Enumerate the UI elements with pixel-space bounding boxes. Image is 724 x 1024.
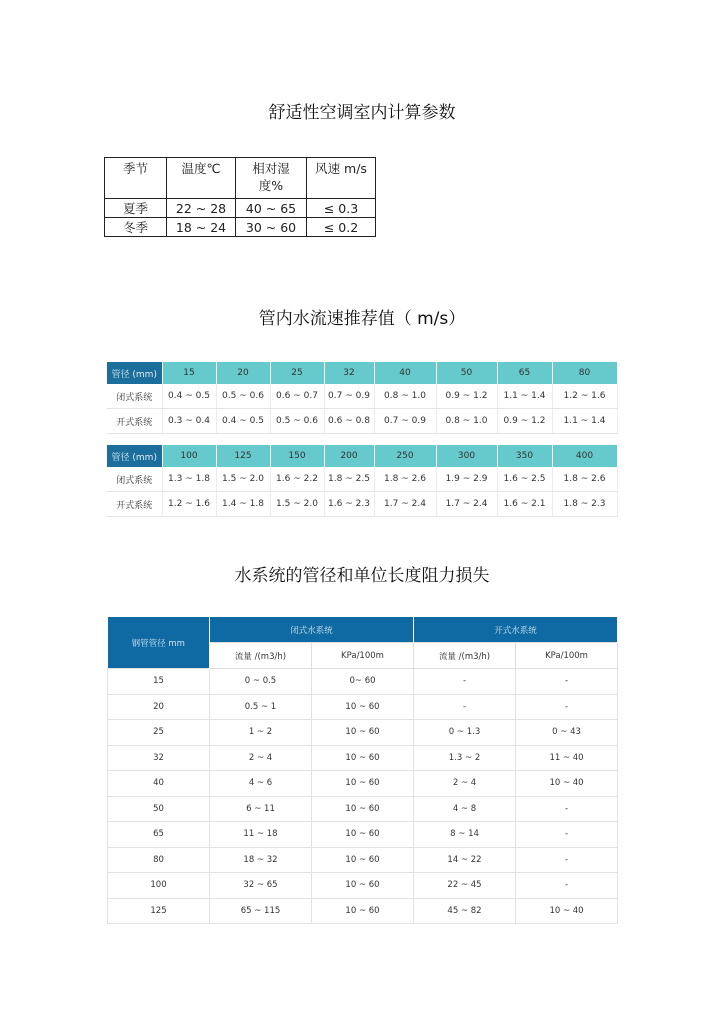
table-cell: 32 (108, 745, 210, 771)
table-cell: 11 ~ 18 (210, 822, 312, 848)
table-cell: 0.4 ~ 0.5 (162, 384, 216, 409)
table-cell: 50 (108, 796, 210, 822)
table-cell: - (414, 694, 516, 720)
table-cell: 80 (108, 847, 210, 873)
header-cell: 流量 /(m3/h) (210, 643, 312, 669)
table-cell: 15 (108, 669, 210, 695)
table-cell: 0.9 ~ 1.2 (497, 409, 552, 434)
table-cell: 1.3 ~ 1.8 (162, 467, 216, 492)
table-cell: 10 ~ 60 (312, 873, 414, 899)
table-cell: 0 ~ 1.3 (414, 720, 516, 746)
table-row (108, 669, 618, 695)
table-cell: 1.9 ~ 2.9 (436, 467, 497, 492)
header-cell: 开式水系统 (414, 617, 618, 643)
table-cell: 0.3 ~ 0.4 (162, 409, 216, 434)
table-cell: 0.4 ~ 0.5 (216, 409, 270, 434)
table-cell: 1.8 ~ 2.5 (324, 467, 374, 492)
header-text: 季节 (122, 161, 148, 176)
table-row (108, 873, 618, 899)
table-cell: 0 ~ 43 (516, 720, 618, 746)
table-cell: 40 (108, 771, 210, 797)
header-cell: 80 (552, 362, 617, 384)
table-cell: 45 ~ 82 (414, 898, 516, 924)
table-cell: 0.7 ~ 0.9 (374, 409, 436, 434)
table-cell: 18 ~ 24 (167, 218, 236, 237)
table-cell: 32 ~ 65 (210, 873, 312, 899)
table-cell: 1.8 ~ 2.3 (552, 492, 617, 517)
table-cell: 20 (108, 694, 210, 720)
header-cell: 250 (374, 445, 436, 467)
header-text: 风速 m/s (315, 161, 367, 176)
table-cell: 开式系统 (107, 492, 162, 517)
table-row (108, 847, 618, 873)
table-cell: 22 ~ 45 (414, 873, 516, 899)
table-cell: 1 ~ 2 (210, 720, 312, 746)
header-cell: 钢管管径 mm (108, 617, 210, 669)
table-header-row (107, 362, 617, 384)
table-header-row (107, 445, 617, 467)
table-cell: 40 ~ 65 (236, 199, 307, 218)
section2-title: 管内水流速推荐值（ m/s） (258, 309, 466, 329)
table-cell: 1.7 ~ 2.4 (374, 492, 436, 517)
table-cell: - (414, 669, 516, 695)
table-cell: - (516, 669, 618, 695)
table-cell: 10 ~ 60 (312, 822, 414, 848)
table-cell: 125 (108, 898, 210, 924)
table-cell: - (516, 822, 618, 848)
table-cell: - (516, 796, 618, 822)
table-cell: 30 ~ 60 (236, 218, 307, 237)
table-row (108, 822, 618, 848)
section3-title: 水系统的管径和单位长度阻力损失 (234, 566, 490, 586)
table-cell: 0~ 60 (312, 669, 414, 695)
header-cell: 400 (552, 445, 617, 467)
table-row (108, 771, 618, 797)
pipe-resistance-table (107, 617, 618, 924)
table-cell: 4 ~ 8 (414, 796, 516, 822)
table-row (105, 199, 376, 218)
table-cell: 10 ~ 60 (312, 847, 414, 873)
header-cell: 闭式水系统 (210, 617, 414, 643)
table-cell: - (516, 694, 618, 720)
table-cell: 0.9 ~ 1.2 (436, 384, 497, 409)
table-cell: 闭式系统 (107, 384, 162, 409)
table-cell: 10 ~ 60 (312, 745, 414, 771)
header-cell: 15 (162, 362, 216, 384)
table-row (107, 409, 617, 434)
table-cell: 25 (108, 720, 210, 746)
table-cell: 0.6 ~ 0.7 (270, 384, 324, 409)
table-cell: 1.8 ~ 2.6 (374, 467, 436, 492)
header-cell: 32 (324, 362, 374, 384)
table-cell: 夏季 (105, 199, 167, 218)
table-cell: ≤ 0.3 (307, 199, 376, 218)
table-cell: 1.6 ~ 2.3 (324, 492, 374, 517)
header-cell (307, 158, 376, 199)
flow-velocity-table-1 (107, 362, 618, 434)
table-cell: 0 ~ 0.5 (210, 669, 312, 695)
header-text: 温度℃ (181, 161, 221, 176)
table-cell: 2 ~ 4 (414, 771, 516, 797)
table-cell: 18 ~ 32 (210, 847, 312, 873)
table-cell: 开式系统 (107, 409, 162, 434)
header-cell: 200 (324, 445, 374, 467)
table-cell: 1.1 ~ 1.4 (552, 409, 617, 434)
header-cell: 50 (436, 362, 497, 384)
table-cell: 1.6 ~ 2.5 (497, 467, 552, 492)
header-cell: 300 (436, 445, 497, 467)
table-cell: 6 ~ 11 (210, 796, 312, 822)
table-cell: 0.8 ~ 1.0 (436, 409, 497, 434)
table-row (108, 745, 618, 771)
table-cell: 0.5 ~ 1 (210, 694, 312, 720)
table-cell: ≤ 0.2 (307, 218, 376, 237)
table-cell: 2 ~ 4 (210, 745, 312, 771)
table-cell: 闭式系统 (107, 467, 162, 492)
table-cell: 11 ~ 40 (516, 745, 618, 771)
table-cell: 0.6 ~ 0.8 (324, 409, 374, 434)
table-cell: 1.2 ~ 1.6 (552, 384, 617, 409)
table-cell: 1.6 ~ 2.2 (270, 467, 324, 492)
header-cell: 25 (270, 362, 324, 384)
header-cell: 20 (216, 362, 270, 384)
table-row (108, 694, 618, 720)
table-cell: 22 ~ 28 (167, 199, 236, 218)
table-cell: 65 (108, 822, 210, 848)
table-cell: 100 (108, 873, 210, 899)
header-cell: 65 (497, 362, 552, 384)
header-cell: KPa/100m (312, 643, 414, 669)
table-cell: 1.4 ~ 1.8 (216, 492, 270, 517)
table-cell: 10 ~ 60 (312, 898, 414, 924)
table-cell: 冬季 (105, 218, 167, 237)
header-cell (236, 158, 307, 199)
table-cell: 0.7 ~ 0.9 (324, 384, 374, 409)
table-cell: 1.8 ~ 2.6 (552, 467, 617, 492)
table-row (108, 796, 618, 822)
header-cell: KPa/100m (516, 643, 618, 669)
table-cell: 1.1 ~ 1.4 (497, 384, 552, 409)
header-cell (105, 158, 167, 199)
table-header-row (105, 158, 376, 199)
table-row (108, 720, 618, 746)
table-cell: 14 ~ 22 (414, 847, 516, 873)
header-cell: 125 (216, 445, 270, 467)
table-cell: 1.5 ~ 2.0 (216, 467, 270, 492)
table-cell: 0.8 ~ 1.0 (374, 384, 436, 409)
indoor-parameters-table (104, 157, 376, 237)
flow-velocity-table-2 (107, 445, 618, 517)
table-cell: 10 ~ 60 (312, 694, 414, 720)
table-cell: 10 ~ 60 (312, 720, 414, 746)
header-cell: 40 (374, 362, 436, 384)
table-cell: 8 ~ 14 (414, 822, 516, 848)
table-row (105, 218, 376, 237)
header-text: 相对湿 (252, 161, 290, 176)
table-cell: 10 ~ 60 (312, 796, 414, 822)
header-cell: 350 (497, 445, 552, 467)
table-cell: 4 ~ 6 (210, 771, 312, 797)
header-cell: 流量 /(m3/h) (414, 643, 516, 669)
table-cell: 1.5 ~ 2.0 (270, 492, 324, 517)
table-cell: 10 ~ 40 (516, 771, 618, 797)
header-cell: 150 (270, 445, 324, 467)
table-cell: - (516, 847, 618, 873)
table-cell: - (516, 873, 618, 899)
table-cell: 1.3 ~ 2 (414, 745, 516, 771)
table-cell: 65 ~ 115 (210, 898, 312, 924)
header-cell: 管径 (mm) (107, 362, 162, 384)
header-cell: 100 (162, 445, 216, 467)
section1-title: 舒适性空调室内计算参数 (268, 103, 456, 123)
table-cell: 1.7 ~ 2.4 (436, 492, 497, 517)
header-text: 度% (258, 178, 284, 193)
header-cell: 管径 (mm) (107, 445, 162, 467)
table-cell: 0.5 ~ 0.6 (270, 409, 324, 434)
header-cell (167, 158, 236, 199)
table-header-row (108, 617, 618, 643)
table-cell: 10 ~ 60 (312, 771, 414, 797)
table-row (108, 898, 618, 924)
table-cell: 1.6 ~ 2.1 (497, 492, 552, 517)
table-cell: 1.2 ~ 1.6 (162, 492, 216, 517)
table-row (107, 467, 617, 492)
table-cell: 0.5 ~ 0.6 (216, 384, 270, 409)
table-cell: 10 ~ 40 (516, 898, 618, 924)
table-row (107, 384, 617, 409)
table-row (107, 492, 617, 517)
